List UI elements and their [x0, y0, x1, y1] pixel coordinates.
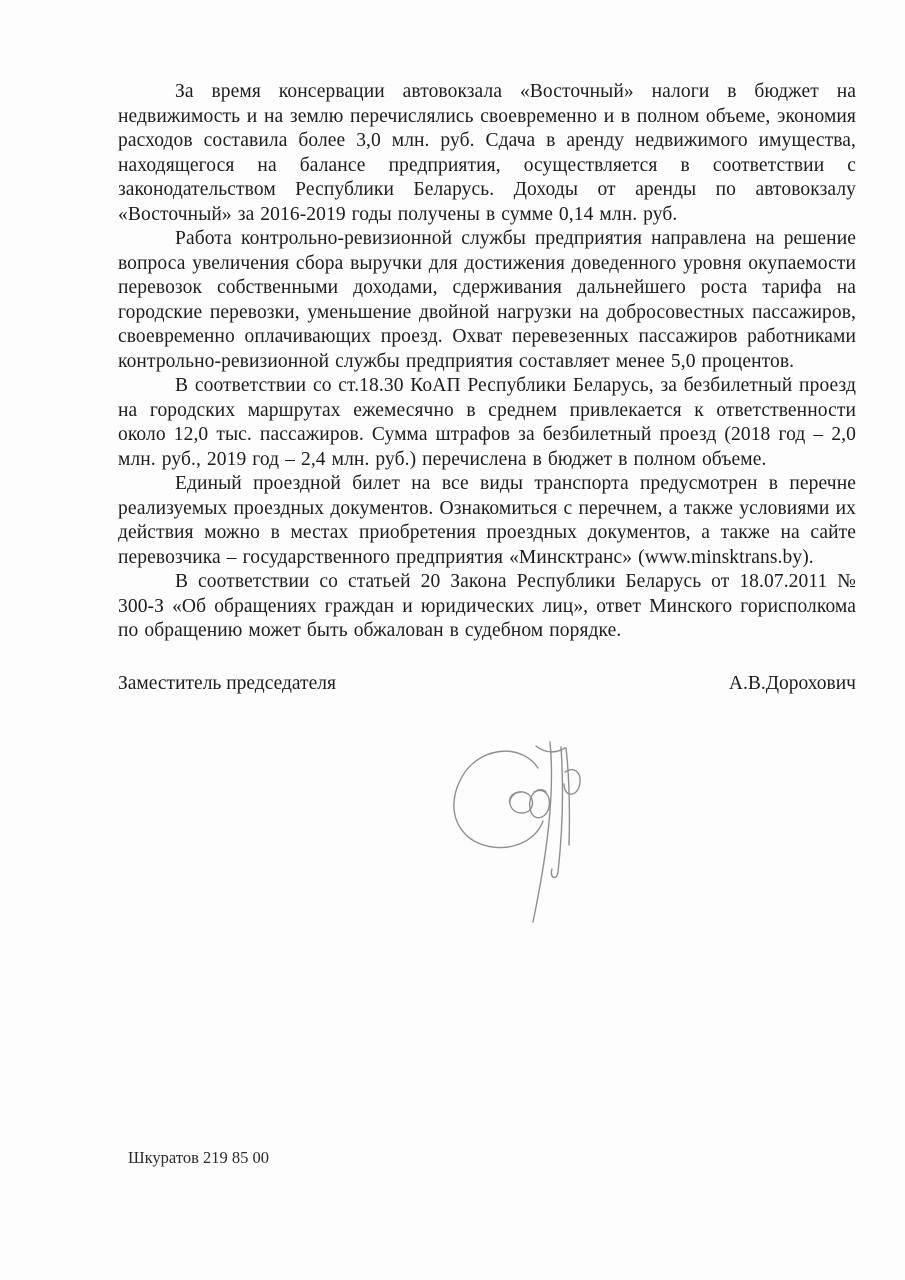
- signatory-name: А.В.Дорохович: [728, 672, 856, 694]
- signature-row: [118, 672, 856, 696]
- paragraph-appeal-procedure: В соответствии со статьей 20 Закона Республики Беларусь от 18.07.2011 № 300-З «Об обращениях граждан и юридических лиц», ответ Минского горисполкома по обращению может быть обжалован в судебном порядке.: [118, 571, 856, 641]
- signatory-position-title: Заместитель председателя: [118, 672, 336, 694]
- paragraph-taxes-conservation: За время консервации автовокзала «Восточный» налоги в бюджет на недвижимость и на землю перечислялись своевременно и в полном объеме, экономия расходов составила более 3,0 млн. руб. Сдача в аренду недвижимого имущества, находящегося на балансе предприятия, осуществляется в соответствии с законодательством Республики Беларусь. Доходы от аренды по автовокзалу «Восточный» за 2016-2019 годы получены в сумме 0,14 млн. руб.: [118, 81, 856, 225]
- executor-contact-line: Шкуратов 219 85 00: [128, 1148, 269, 1167]
- paragraph-revision-service: Работа контрольно-ревизионной службы предприятия направлена на решение вопроса увеличения сбора выручки для достижения доведенного уровня окупаемости перевозок собственными доходами, сдерживания дальнейшего роста тарифа на городские перевозки, уменьшение двойной нагрузки на добросовестных пассажиров, своевременно оплачивающих проезд. Охват перевезенных пассажиров работниками контрольно-ревизионной службы предприятия составляет менее 5,0 процентов.: [118, 228, 856, 372]
- paragraph-unified-ticket: Единый проездной билет на все виды транспорта предусмотрен в перечне реализуемых проездных документов. Ознакомиться с перечнем, а также условиями их действия можно в местах приобретения проездных документов, а также на сайте перевозчика – государственного предприятия «Минсктранс» (www.minsktrans.by).: [118, 473, 856, 568]
- handwritten-signature: [450, 738, 585, 928]
- paragraph-fare-evasion-fines: В соответствии со ст.18.30 КоАП Республики Беларусь, за безбилетный проезд на городских маршрутах ежемесячно в среднем привлекается к ответственности около 12,0 тыс. пассажиров. Сумма штрафов за безбилетный проезд (2018 год – 2,0 млн. руб., 2019 год – 2,4 млн. руб.) перечислена в бюджет в полном объеме.: [118, 375, 856, 470]
- letter-body: [118, 80, 856, 696]
